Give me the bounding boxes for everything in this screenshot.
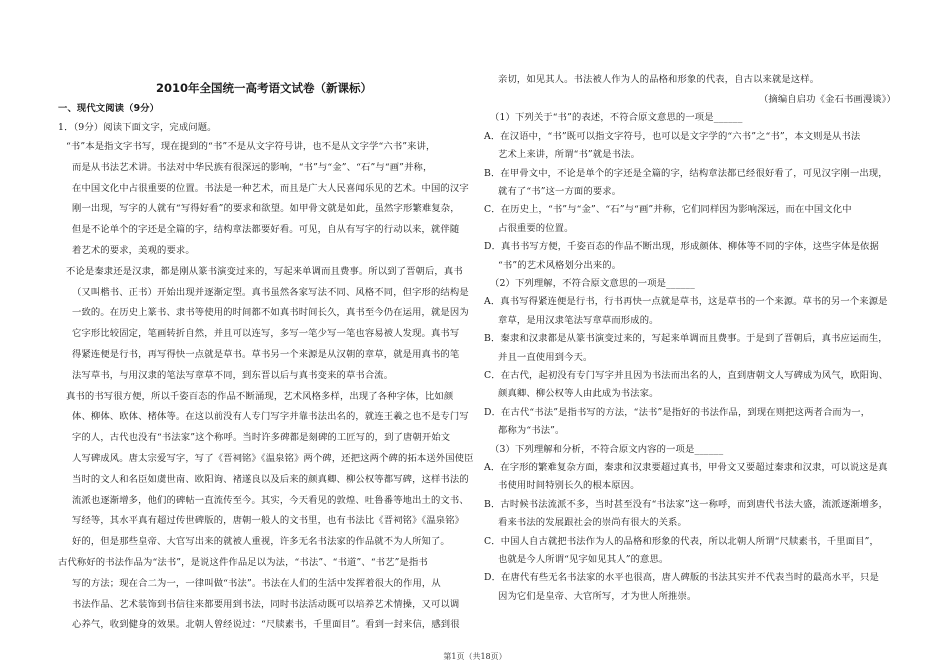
- answer-option-continued: “书”的艺术风格划分出来的。: [498, 259, 622, 271]
- passage-line: 刚一出现，写字的人就有“写得好看”的要求和欲望。如甲骨文就是如此，虽然字形繁难复杂，: [72, 203, 460, 215]
- passage-line: 不论是秦隶还是汉隶，都是刚从篆书演变过来的，写起来单调而且费事。所以到了晋朝后，真书: [66, 265, 463, 277]
- answer-option: B．在甲骨文中，不论是单个的字还是全篇的字，结构章法都已经很好看了，可见汉字刚一出现，: [484, 167, 888, 179]
- sub-question: （2）下列理解，不符合原文意思的一项是______: [490, 278, 695, 289]
- passage-line: 人写碑成风。唐太宗爱写字，写了《晋祠铭》《温泉铭》两个碑，还把这两个碑的拓本送外国使臣: [72, 453, 474, 464]
- answer-option: C．在历史上，“书”与“金”、“石”与“画”并称，它们同样因为影响深远，而在中国文化中: [484, 204, 852, 216]
- passage-line: 亲切，如见其人。书法被人作为人的品格和形象的代表，自古以来就是这样。: [498, 74, 820, 85]
- answer-option: D．真书书写方便，千姿百态的作品不断出现，形成颜体、柳体等不同的字体，这些字体是依据: [484, 241, 879, 253]
- answer-option: D．在古代“书法”是指书写的方法，“法书”是指好的书法作品，到现在则把这两者合而为一，: [484, 406, 871, 418]
- answer-option: A．在字形的繁难复杂方面，秦隶和汉隶要超过真书，甲骨文又要超过秦隶和汉隶，可以说这是真: [484, 462, 888, 473]
- passage-line: 体、柳体、欧体、楮体等。在这以前没有人专门写字并靠书法出名的，就连王羲之也不是专门写: [72, 411, 469, 423]
- sub-question: （3）下列理解和分析，不符合原文内容的一项是______: [490, 443, 724, 455]
- passage-line: “书”本是指文字书写，现在提到的“书”不是从文字符号讲，也不是从文字学“六书”来讲，: [66, 141, 436, 152]
- passage-line: 流派也逐渐增多，他们的碑帖一直流传至今。其实，今天看见的敦煌、吐鲁番等地出土的文书、: [72, 494, 469, 506]
- answer-option: B．古时候书法流派不多，当时甚至没有“书法家”这一称呼，而到唐代书法大盛，流派逐渐增多，: [484, 498, 889, 510]
- page-title: 2010年全国统一高考语文试卷（新课标）: [155, 81, 372, 95]
- answer-option-continued: 并且一直使用到今天。: [498, 351, 593, 363]
- passage-line: （又叫楷书、正书）开始出现并逐渐定型。真书虽然各家写法不同、风格不同，但字形的结构是: [72, 286, 469, 298]
- answer-option-continued: 看来书法的发展跟社会的崇尚有很大的关系。: [498, 517, 687, 529]
- answer-option-continued: 也就是今人所谓“见字如见其人”的意思。: [498, 554, 669, 565]
- passage-line: 而是从书法艺术讲。书法对中华民族有很深远的影响，“书”与“金”、“石”与“画”并称，: [72, 161, 433, 173]
- answer-option-continued: 艺术上来讲，所谓“书”就是书法。: [498, 149, 641, 161]
- answer-option: B．秦隶和汉隶都是从篆书演变过来的，写起来单调而且费事。于是到了晋朝后，真书应运而生，: [484, 333, 888, 345]
- source-citation: （摘编自启功《金石书画漫谈》）: [758, 94, 896, 105]
- passage-line: 但是不论单个的字还是全篇的字，结构章法都要好看。可见，自从有写字的行动以来，就伴随: [72, 224, 460, 236]
- answer-option-continued: 颜真卿、柳公权等人由此成为书法家。: [498, 388, 659, 400]
- passage-line: 写经等，其水平真有超过传世碑版的，唐朝一般人的文书里，也有书法比《晋祠铭》《温泉铭》: [72, 515, 465, 527]
- passage-line: 当时的文人和名臣如虞世南、欧阳询、褚遂良以及后来的颜真卿、柳公权等都写碑，这样书法的: [72, 473, 469, 485]
- answer-option: A．在汉语中，“书”既可以指文字符号，也可以是文字学的“六书”之“书”，本文则是从书法: [484, 130, 861, 142]
- answer-option-continued: 书使用时间特别长久的根本原因。: [498, 480, 640, 492]
- passage-line: 法写草书，与用汉隶的笔法写章草不同，到东晋以后与真书变来的草书合流。: [72, 369, 394, 381]
- answer-option: A．真书写得紧连便是行书，行书再快一点就是草书，这是草书的一个来源。草书的另一个来源是: [484, 296, 888, 308]
- answer-option: C．中国人自古就把书法作为人的品格和形象的代表，所以北朝人所谓“尺牍素书，千里面目”，: [484, 535, 879, 547]
- passage-line: 书法作品、艺术装饰到书信往来都要用到书法，同时书法活动既可以培养艺术情操，又可以调: [72, 598, 460, 610]
- section-heading: 一、现代文阅读（9分）: [58, 103, 160, 114]
- answer-option-continued: 因为它们是皇帝、大官所写，才为世人所推崇。: [498, 590, 697, 602]
- answer-option-continued: 章草，是用汉隶笔法写章草而形成的。: [498, 314, 659, 326]
- answer-option-continued: 就有了“书”这一方面的要求。: [498, 186, 622, 197]
- passage-line: 写的方法；现在合二为一，一律叫做“书法”。书法在人们的生活中发挥着很大的作用，从: [72, 577, 441, 589]
- passage-line: 得紧连便是行书，再写得快一点就是草书。草书另一个来源是从汉朝的章草，就是用真书的笔: [72, 349, 460, 360]
- passage-line: 心养气，收到健身的效果。北朝人曾经说过：“尺牍素书，千里面目”。看到一封来信，感到很: [72, 619, 460, 631]
- passage-line: 古代称好的书法作品为“法书”，是说这件作品足以为法，“书法”、“书道”、“书艺”是指书: [58, 557, 428, 568]
- question-intro: 1．（9分）阅读下面文字，完成问题。: [58, 122, 217, 133]
- passage-line: 一致的。在历史上篆书、隶书等使用的时间都不如真书时间长久，真书至今仍在运用，就是因为: [72, 307, 469, 319]
- page-footer: 第1页（共18页）: [443, 652, 507, 661]
- answer-option: C．在古代，起初没有专门写字并且因为书法而出名的人，直到唐朝文人写碑成为风气，欧阳询、: [484, 370, 889, 381]
- passage-line: 着艺术的要求，美观的要求。: [72, 245, 195, 256]
- passage-line: 字的人，古代也没有“书法家”这个称呼。当时许多碑都是刻碑的工匠写的，到了唐朝开始文: [72, 432, 451, 444]
- passage-line: 在中国文化中占很重要的位置。书法是一种艺术，而且是广大人民喜闻乐见的艺术。中国的汉字: [72, 182, 469, 194]
- passage-line: 真书的书写很方便，所以千姿百态的作品不断涌现，艺术风格多样，出现了各种字体，比如颜: [66, 390, 454, 402]
- answer-option-continued: 占很重要的位置。: [498, 222, 574, 234]
- sub-question: （1）下列关于“书”的表述，不符合原文意思的一项是______: [490, 112, 743, 124]
- answer-option: D．在唐代有些无名书法家的水平也很高，唐人碑版的书法其实并不代表当时的最高水平，只是: [484, 572, 879, 584]
- passage-line: 它字形比较固定，笔画转折自然，并且可以连写，多写一笔少写一笔也容易被人发现。真书写: [72, 328, 460, 340]
- passage-line: 好的，但是那些皇帝、大官写出来的就被人重视，许多无名书法家的作品就不为人所知了。: [72, 536, 450, 548]
- answer-option-continued: 都称为“书法”。: [498, 425, 565, 437]
